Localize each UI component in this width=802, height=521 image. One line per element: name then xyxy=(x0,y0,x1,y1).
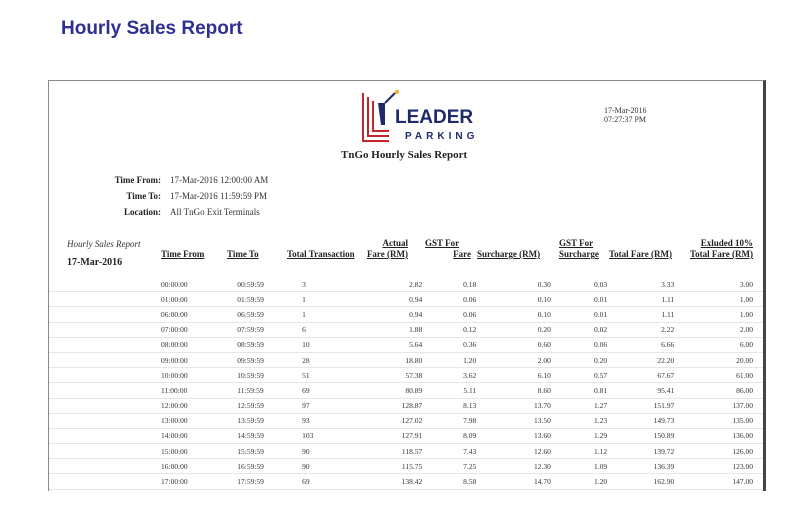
col-header-time-from: Time From xyxy=(161,249,205,259)
table-row xyxy=(49,413,763,428)
time-from-label: Time From: xyxy=(114,175,161,185)
col-header-total-fare: Total Fare (RM) xyxy=(609,249,672,259)
report-title: TnGo Hourly Sales Report xyxy=(341,149,468,161)
table-row xyxy=(49,459,763,474)
table-cell: 86.00 xyxy=(674,383,763,398)
table-cell: 14:59:59 xyxy=(237,428,302,443)
table-cell: 09:59:59 xyxy=(237,352,302,367)
table-cell: 1.23 xyxy=(551,413,607,428)
table-cell: 8.58 xyxy=(422,474,476,489)
table-cell: 2.22 xyxy=(607,322,674,337)
table-cell: 11:00:00 xyxy=(49,383,237,398)
table-cell: 0.06 xyxy=(551,337,607,352)
table-cell: 06:00:00 xyxy=(49,307,237,322)
table-cell: 90 xyxy=(302,444,354,459)
print-time: 07:27:37 PM xyxy=(604,115,647,124)
table-row xyxy=(49,398,763,413)
table-cell: 0.36 xyxy=(422,337,476,352)
table-cell: 6.00 xyxy=(674,337,763,352)
table-cell: 7.25 xyxy=(422,459,476,474)
print-date: 17-Mar-2016 xyxy=(604,106,647,115)
table-cell: 0.10 xyxy=(476,292,551,307)
table-cell: 08:00:00 xyxy=(49,337,237,352)
print-timestamp xyxy=(604,106,647,124)
table-cell: 13.60 xyxy=(476,428,551,443)
table-cell: 0.18 xyxy=(422,277,476,292)
table-cell: 17:00:00 xyxy=(49,474,237,489)
table-cell: 0.20 xyxy=(476,322,551,337)
table-cell: 6 xyxy=(302,322,354,337)
table-cell: 93 xyxy=(302,413,354,428)
table-cell: 97 xyxy=(302,398,354,413)
table-cell: 3 xyxy=(302,277,354,292)
table-cell: 61.00 xyxy=(674,368,763,383)
col-header-excluded-total: Exluded 10% Total Fare (RM) xyxy=(690,238,753,259)
table-cell: 80.89 xyxy=(354,383,422,398)
table-cell: 128.87 xyxy=(354,398,422,413)
report-viewer xyxy=(48,80,766,491)
table-cell: 69 xyxy=(302,383,354,398)
table-cell: 12.60 xyxy=(476,444,551,459)
table-cell: 10:00:00 xyxy=(49,368,237,383)
table-cell: 13:00:00 xyxy=(49,413,237,428)
logo-word: LEADER xyxy=(395,107,474,128)
table-cell: 1.88 xyxy=(354,322,422,337)
table-row xyxy=(49,428,763,443)
table-cell: 28 xyxy=(302,352,354,367)
table-cell: 17:59:59 xyxy=(237,474,302,489)
table-row xyxy=(49,277,763,292)
table-cell: 0.94 xyxy=(354,292,422,307)
table-cell: 15:59:59 xyxy=(237,444,302,459)
table-cell: 139.72 xyxy=(607,444,674,459)
table-cell: 149.73 xyxy=(607,413,674,428)
table-cell: 1.11 xyxy=(607,292,674,307)
table-cell: 0.12 xyxy=(422,322,476,337)
table-cell: 1.27 xyxy=(551,398,607,413)
table-cell: 0.02 xyxy=(551,322,607,337)
table-row xyxy=(49,352,763,367)
table-cell: 7.43 xyxy=(422,444,476,459)
table-cell: 0.01 xyxy=(551,292,607,307)
table-cell: 13.70 xyxy=(476,398,551,413)
table-cell: 6.10 xyxy=(476,368,551,383)
table-cell: 136.39 xyxy=(607,459,674,474)
table-cell: 69 xyxy=(302,474,354,489)
table-cell: 0.94 xyxy=(354,307,422,322)
table-cell: 1.09 xyxy=(551,459,607,474)
sales-table xyxy=(49,277,763,490)
table-row xyxy=(49,337,763,352)
table-cell: 103 xyxy=(302,428,354,443)
table-cell: 8.60 xyxy=(476,383,551,398)
table-row xyxy=(49,322,763,337)
col-header-gst-fare: GST For Fare xyxy=(425,238,471,259)
table-cell: 00:00:00 xyxy=(49,277,237,292)
table-cell: 0.60 xyxy=(476,337,551,352)
table-cell: 3.62 xyxy=(422,368,476,383)
table-cell: 13.50 xyxy=(476,413,551,428)
table-cell: 16:59:59 xyxy=(237,459,302,474)
location-value: All TnGo Exit Terminals xyxy=(170,207,260,217)
table-cell: 51 xyxy=(302,368,354,383)
table-cell: 0.06 xyxy=(422,307,476,322)
table-cell: 2.00 xyxy=(476,352,551,367)
table-cell: 1.11 xyxy=(607,307,674,322)
table-cell: 5.11 xyxy=(422,383,476,398)
table-cell: 6.66 xyxy=(607,337,674,352)
table-row xyxy=(49,368,763,383)
table-cell: 147.00 xyxy=(674,474,763,489)
table-cell: 09:00:00 xyxy=(49,352,237,367)
table-cell: 0.10 xyxy=(476,307,551,322)
table-cell: 01:59:59 xyxy=(237,292,302,307)
table-cell: 118.57 xyxy=(354,444,422,459)
table-cell: 126.00 xyxy=(674,444,763,459)
table-cell: 5.64 xyxy=(354,337,422,352)
table-cell: 1.00 xyxy=(674,292,763,307)
leader-parking-logo xyxy=(359,89,489,145)
col-header-time-to: Time To xyxy=(227,249,259,259)
table-row xyxy=(49,474,763,489)
table-cell: 123.00 xyxy=(674,459,763,474)
time-to-label: Time To: xyxy=(126,191,161,201)
table-row xyxy=(49,292,763,307)
table-cell: 150.89 xyxy=(607,428,674,443)
table-cell: 0.30 xyxy=(476,277,551,292)
table-cell: 16:00:00 xyxy=(49,459,237,474)
table-cell: 1.29 xyxy=(551,428,607,443)
table-cell: 14.70 xyxy=(476,474,551,489)
table-cell: 13:59:59 xyxy=(237,413,302,428)
table-cell: 95.41 xyxy=(607,383,674,398)
table-cell: 8.09 xyxy=(422,428,476,443)
table-cell: 08:59:59 xyxy=(237,337,302,352)
table-cell: 0.20 xyxy=(551,352,607,367)
table-cell: 0.81 xyxy=(551,383,607,398)
table-cell: 15:00:00 xyxy=(49,444,237,459)
time-to-value: 17-Mar-2016 11:59:59 PM xyxy=(170,191,267,201)
table-cell: 00:59:59 xyxy=(237,277,302,292)
table-cell: 90 xyxy=(302,459,354,474)
logo-sub: PARKING xyxy=(405,131,479,142)
table-cell: 12:59:59 xyxy=(237,398,302,413)
table-cell: 1.12 xyxy=(551,444,607,459)
report-parameters xyxy=(89,172,268,220)
table-cell: 115.75 xyxy=(354,459,422,474)
col-header-total-transaction: Total Transaction xyxy=(287,249,355,259)
table-cell: 162.90 xyxy=(607,474,674,489)
col-header-actual-fare: Actual Fare (RM) xyxy=(366,238,408,259)
col-header-surcharge: Surcharge (RM) xyxy=(477,249,541,259)
table-cell: 1 xyxy=(302,292,354,307)
table-cell: 8.13 xyxy=(422,398,476,413)
time-from-value: 17-Mar-2016 12:00:00 AM xyxy=(170,175,269,185)
table-cell: 12:00:00 xyxy=(49,398,237,413)
table-cell: 138.42 xyxy=(354,474,422,489)
table-cell: 12.30 xyxy=(476,459,551,474)
page-title: Hourly Sales Report xyxy=(61,18,243,39)
table-row xyxy=(49,307,763,322)
table-cell: 1.00 xyxy=(674,307,763,322)
table-cell: 1.20 xyxy=(551,474,607,489)
table-cell: 20.00 xyxy=(674,352,763,367)
table-cell: 3.00 xyxy=(674,277,763,292)
table-cell: 06:59:59 xyxy=(237,307,302,322)
table-cell: 7.98 xyxy=(422,413,476,428)
table-cell: 07:59:59 xyxy=(237,322,302,337)
table-cell: 01:00:00 xyxy=(49,292,237,307)
table-cell: 127.91 xyxy=(354,428,422,443)
table-cell: 137.00 xyxy=(674,398,763,413)
table-cell: 0.06 xyxy=(422,292,476,307)
table-cell: 3.33 xyxy=(607,277,674,292)
date-group-label: 17-Mar-2016 xyxy=(67,257,123,268)
table-row xyxy=(49,444,763,459)
table-cell: 22.20 xyxy=(607,352,674,367)
table-cell: 18.80 xyxy=(354,352,422,367)
table-cell: 07:00:00 xyxy=(49,322,237,337)
table-cell: 0.57 xyxy=(551,368,607,383)
col-header-gst-surcharge: GST For Surcharge xyxy=(559,238,599,259)
table-cell: 151.97 xyxy=(607,398,674,413)
table-cell: 57.38 xyxy=(354,368,422,383)
table-cell: 1.20 xyxy=(422,352,476,367)
table-cell: 1 xyxy=(302,307,354,322)
section-label: Hourly Sales Report xyxy=(67,239,141,249)
table-cell: 0.03 xyxy=(551,277,607,292)
location-label: Location: xyxy=(124,207,161,217)
table-cell: 10:59:59 xyxy=(237,368,302,383)
table-cell: 2.82 xyxy=(354,277,422,292)
table-cell: 135.00 xyxy=(674,413,763,428)
table-cell: 136.00 xyxy=(674,428,763,443)
table-cell: 10 xyxy=(302,337,354,352)
table-row xyxy=(49,383,763,398)
table-cell: 67.67 xyxy=(607,368,674,383)
table-cell: 2.00 xyxy=(674,322,763,337)
table-cell: 14:00:00 xyxy=(49,428,237,443)
table-cell: 127.02 xyxy=(354,413,422,428)
table-cell: 0.01 xyxy=(551,307,607,322)
table-cell: 11:59:59 xyxy=(237,383,302,398)
